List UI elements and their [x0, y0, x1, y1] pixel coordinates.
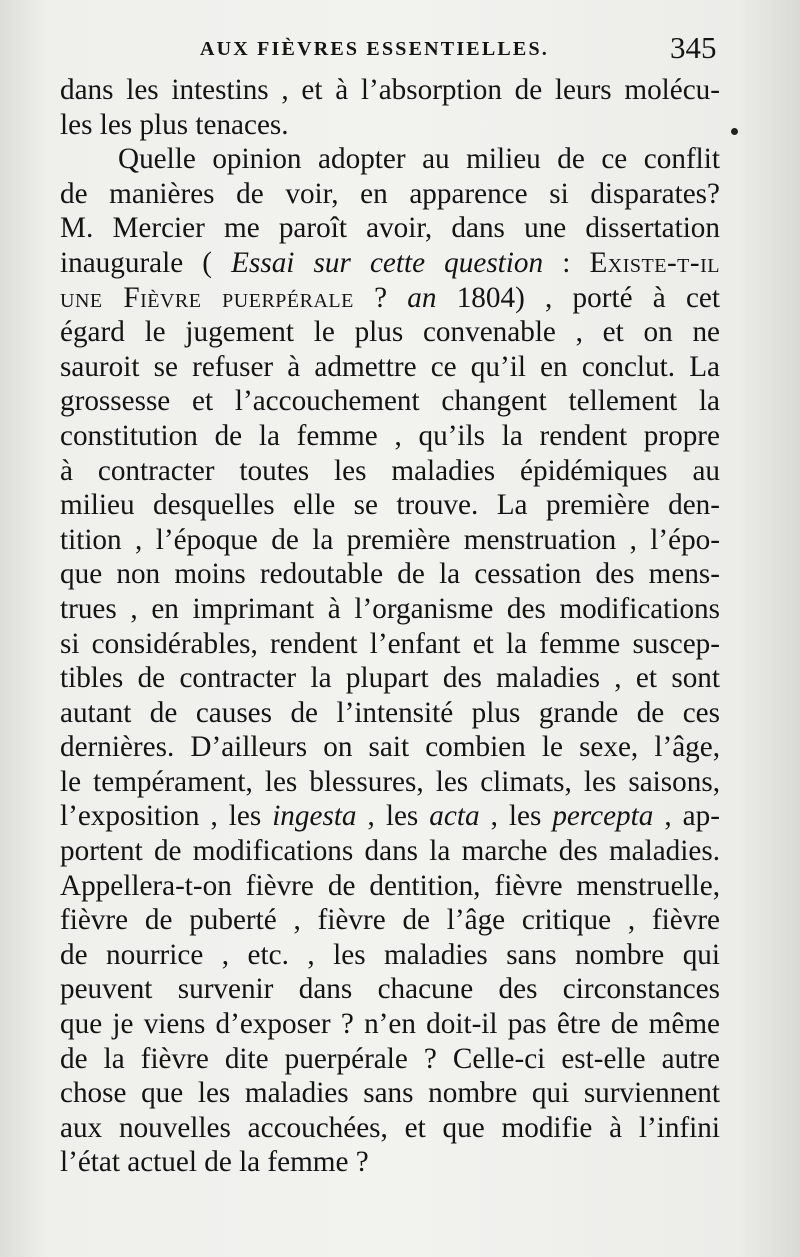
margin-ink-mark [731, 128, 738, 135]
text-line: M. Mercier me paroît avoir, dans une dissertation [60, 212, 720, 245]
body-text [60, 73, 720, 1180]
text-run: : [543, 246, 590, 279]
text-line: que je viens d’exposer ? n’en doit-il pas être de même [60, 1008, 720, 1041]
text-line [60, 799, 720, 834]
text-line: de nourrice , etc. , les maladies sans nombre qui [60, 938, 720, 971]
text-line: constitution de la femme , qu’ils la rendent propre [60, 419, 720, 452]
text-line: chose que les maladies sans nombre qui surviennent [60, 1077, 720, 1110]
italic-text: percepta [552, 800, 654, 833]
text-line [60, 246, 720, 281]
text-line: dernières. D’ailleurs on sait combien le sexe, l’âge, [60, 731, 720, 764]
text-line: l’état actuel de la femme ? [60, 1146, 369, 1179]
text-line: autant de causes de l’intensité plus grande de ces [60, 696, 720, 729]
text-line: de la fièvre dite puerpérale ? Celle-ci est-elle autre [60, 1042, 720, 1075]
text-line: que non moins redoutable de la cessation des mens- [60, 558, 720, 591]
text-line: tition , l’époque de la première menstruation , l’épo- [60, 523, 720, 556]
text-line: si considérables, rendent l’enfant et la femme suscep- [60, 627, 720, 660]
text-line: trues , en imprimant à l’organisme des modifications [60, 592, 720, 625]
text-line: tibles de contracter la plupart des maladies , et sont [60, 662, 720, 695]
text-line [60, 281, 720, 316]
text-line: aux nouvelles accouchées, et que modifie à l’infini [60, 1111, 720, 1144]
text-line: le tempérament, les blessures, les climats, les saisons, [60, 765, 720, 798]
text-line: les les plus tenaces. [60, 108, 289, 141]
text-line: dans les intestins , et à l’absorption de leurs molécu- [60, 74, 720, 106]
text-run: , les [356, 800, 430, 833]
italic-text: Essai sur cette question [231, 246, 544, 279]
text-run: 1804) , porté à cet [436, 281, 720, 314]
text-line: à contracter toutes les maladies épidémiques au [60, 454, 720, 487]
text-run: ? [353, 281, 408, 314]
text-line: égard le jugement le plus convenable , et on ne [60, 316, 720, 349]
text-run: l’exposition , les [60, 800, 273, 833]
running-head [0, 30, 800, 70]
text-run: , les [479, 800, 553, 833]
page-number: 345 [670, 30, 717, 65]
text-line: Appellera-t-on fièvre de dentition, fièvre menstruelle, [60, 869, 720, 902]
italic-text: acta [429, 800, 480, 833]
text-line: milieu desquelles elle se trouve. La première den- [60, 489, 720, 522]
text-line: de manières de voir, en apparence si disparates? [60, 177, 720, 210]
italic-text: an [407, 281, 437, 314]
text-line: portent de modifications dans la marche des maladies. [60, 835, 720, 868]
text-run: , ap- [653, 800, 720, 833]
smallcaps-text: Existe-t-il [589, 246, 720, 279]
text-run: inaugurale ( [60, 246, 232, 279]
smallcaps-text: une Fièvre puerpérale [60, 281, 354, 314]
text-line: peuvent survenir dans chacune des circonstances [60, 973, 720, 1006]
text-line: Quelle opinion adopter au milieu de ce conflit [118, 143, 720, 176]
running-title: AUX FIÈVRES ESSENTIELLES. [200, 38, 549, 60]
text-line: grossesse et l’accouchement changent tellement la [60, 385, 720, 418]
text-line: sauroit se refuser à admettre ce qu’il en conclut. La [60, 350, 720, 383]
italic-text: ingesta [272, 800, 357, 833]
text-line: fièvre de puberté , fièvre de l’âge critique , fièvre [60, 904, 720, 937]
